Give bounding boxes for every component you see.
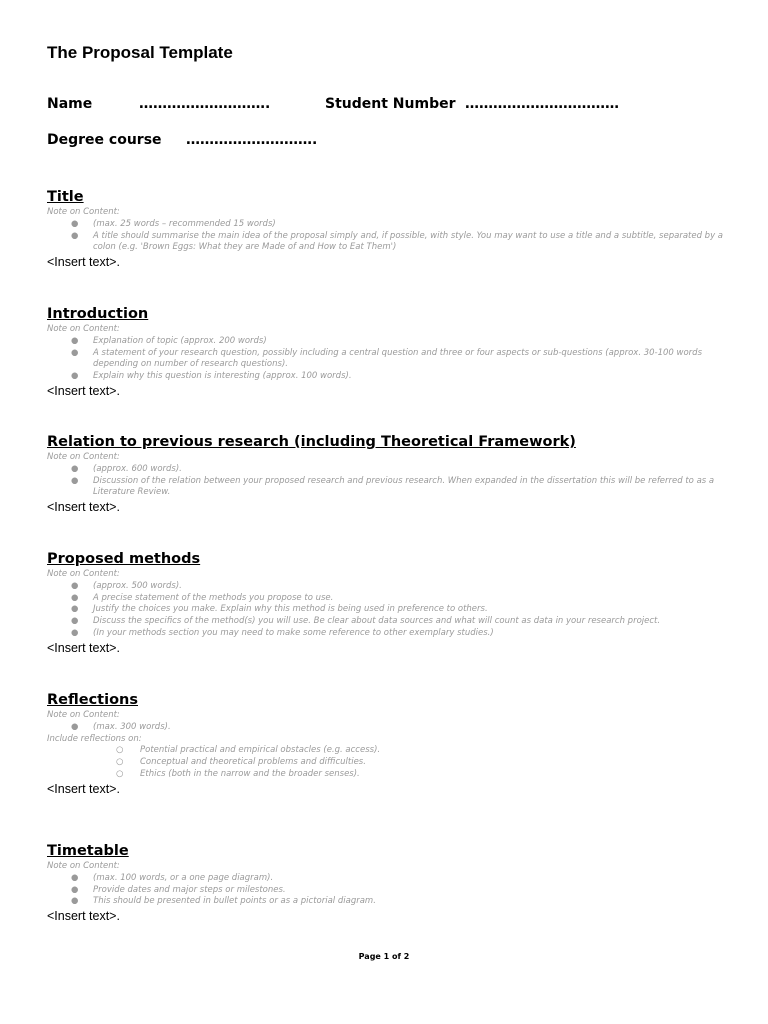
section-timetable <box>47 841 737 924</box>
list-item: ● This should be presented in bullet points or as a pictorial diagram. <box>71 896 376 907</box>
document-title: The Proposal Template <box>47 43 233 62</box>
section-reflections <box>47 690 737 797</box>
list-item: ● (approx. 500 words). <box>71 580 182 591</box>
section-heading: Proposed methods <box>47 551 201 567</box>
list-item: ● Explain why this question is interesting (approx. 100 words). <box>71 371 352 382</box>
list-item: ● Provide dates and major steps or milestones. <box>71 884 286 895</box>
degree-field[interactable]: ………………………. <box>186 132 318 148</box>
bullet-icon: ● <box>71 371 79 382</box>
circle-bullet-icon: ○ <box>116 768 124 779</box>
bullet-icon: ● <box>71 616 79 627</box>
list-item: ● A statement of your research question, possibly including a central question and three or four aspects or sub-questions (approx. 30-100 words depending on number of research questions). <box>71 347 702 370</box>
bullet-icon: ● <box>71 347 79 358</box>
list-item: ● A title should summarise the main idea of the proposal simply and, if possible, with style. You may want to use a title and a subtitle, separated by a colon (e.g. 'Brown Eggs: What they are Made of and How to Eat Them') <box>71 230 724 253</box>
name-field[interactable]: ………………………. <box>139 96 271 112</box>
note-label: Note on Content: <box>47 569 120 579</box>
bullet-icon: ● <box>71 230 79 241</box>
list-item: ● Justify the choices you make. Explain why this method is being used in preference to others. <box>71 604 488 615</box>
list-item: ● (max. 100 words, or a one page diagram). <box>71 872 274 883</box>
student-number-field[interactable]: …………………………… <box>465 96 619 112</box>
insert-text-placeholder[interactable]: <Insert text>. <box>47 383 120 398</box>
name-student-row <box>47 96 619 112</box>
section-title <box>47 187 737 270</box>
list-item: ● Explanation of topic (approx. 200 words) <box>71 335 267 346</box>
section-heading: Introduction <box>47 306 149 322</box>
note-label: Note on Content: <box>47 710 120 720</box>
degree-label: Degree course <box>47 132 162 148</box>
page-number: Page 1 of 2 <box>358 952 410 961</box>
note-label: Note on Content: <box>47 452 120 462</box>
note-list <box>47 581 737 640</box>
note-list <box>47 722 737 734</box>
bullet-icon: ● <box>71 592 79 603</box>
note-list <box>47 219 737 254</box>
list-item: ● (In your methods section you may need to make some reference to other exemplary studies.) <box>71 627 494 638</box>
insert-text-placeholder[interactable]: <Insert text>. <box>47 781 120 796</box>
bullet-icon: ● <box>71 335 79 346</box>
section-previous-research <box>47 432 737 515</box>
list-item: ● A precise statement of the methods you propose to use. <box>71 592 334 603</box>
section-heading: Reflections <box>47 692 138 708</box>
insert-text-placeholder[interactable]: <Insert text>. <box>47 500 120 515</box>
degree-row <box>47 132 317 148</box>
bullet-icon: ● <box>71 218 79 229</box>
note-label: Note on Content: <box>47 861 120 871</box>
list-item: ● (max. 25 words – recommended 15 words) <box>71 218 276 229</box>
list-item: ● (max. 300 words). <box>71 721 171 732</box>
bullet-icon: ● <box>71 884 79 895</box>
insert-text-placeholder[interactable]: <Insert text>. <box>47 255 120 270</box>
bullet-icon: ● <box>71 604 79 615</box>
section-heading: Title <box>47 189 84 205</box>
section-proposed-methods <box>47 549 737 656</box>
note-label: Note on Content: <box>47 207 120 217</box>
list-item: ● Discussion of the relation between your proposed research and previous research. When expanded in the dissertation this will be referred to as a Literature Review. <box>71 475 715 498</box>
section-heading: Relation to previous research (including Theoretical Framework) <box>47 434 576 450</box>
sub-note-list <box>47 745 737 780</box>
insert-text-placeholder[interactable]: <Insert text>. <box>47 909 120 924</box>
note-label: Note on Content: <box>47 324 120 334</box>
list-item: ● (approx. 600 words). <box>71 463 182 474</box>
student-number-label: Student Number <box>325 96 456 112</box>
section-heading: Timetable <box>47 843 129 859</box>
name-label: Name <box>47 96 93 112</box>
include-reflections-label: Include reflections on: <box>47 733 142 744</box>
insert-text-placeholder[interactable]: <Insert text>. <box>47 640 120 655</box>
section-introduction <box>47 304 737 399</box>
bullet-icon: ● <box>71 627 79 638</box>
list-item: ○ Ethics (both in the narrow and the broader senses). <box>116 768 360 779</box>
bullet-icon: ● <box>71 463 79 474</box>
circle-bullet-icon: ○ <box>116 757 124 768</box>
note-list <box>47 873 737 908</box>
list-item: ○ Conceptual and theoretical problems and difficulties. <box>116 757 366 768</box>
list-item: ● Discuss the specifics of the method(s) you will use. Be clear about data sources and what will count as data in your research project. <box>71 616 661 627</box>
list-item: ○ Potential practical and empirical obstacles (e.g. access). <box>116 745 381 756</box>
bullet-icon: ● <box>71 721 79 732</box>
circle-bullet-icon: ○ <box>116 745 124 756</box>
note-list <box>47 336 737 383</box>
note-list <box>47 464 737 499</box>
bullet-icon: ● <box>71 872 79 883</box>
bullet-icon: ● <box>71 896 79 907</box>
bullet-icon: ● <box>71 475 79 486</box>
bullet-icon: ● <box>71 580 79 591</box>
